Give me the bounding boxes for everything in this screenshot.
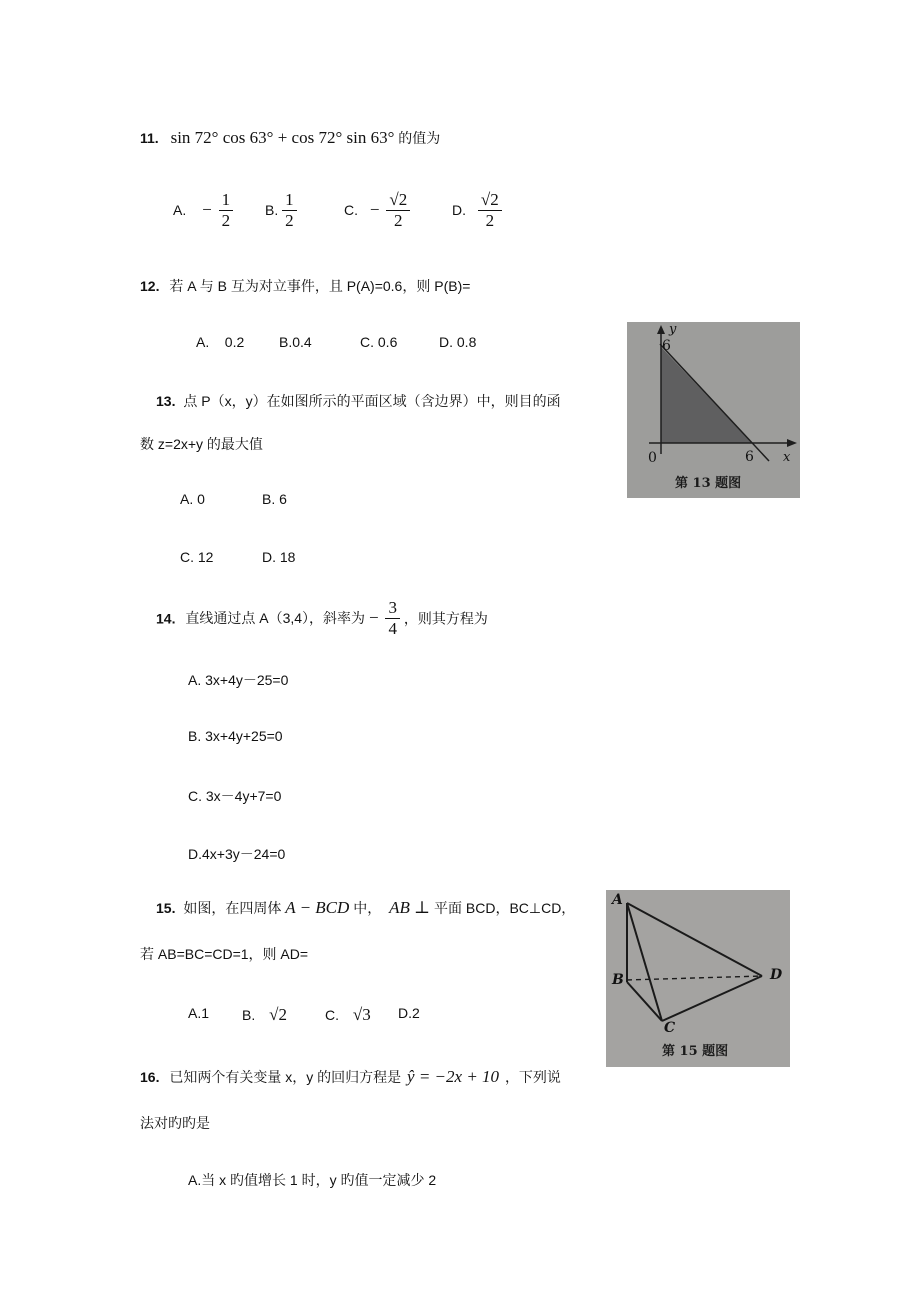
q14-slope-fraction: $\frac{3}{4}$ — [385, 598, 400, 638]
q13-x-label: x — [783, 450, 791, 465]
q15-figure — [606, 890, 790, 1067]
q15-option-c-value: √3 — [352, 1005, 371, 1024]
q11-option-c: C. − $\frac{√2}{2}$ — [344, 190, 410, 230]
q16-stem-line2: 法对旳旳是 — [140, 1115, 210, 1131]
q11-option-d-fraction: $\frac{√2}{2}$ — [478, 190, 502, 230]
q14-number: 14. — [156, 610, 176, 627]
q15-option-a: A.1 — [188, 1005, 210, 1021]
q15-label-a: A — [612, 892, 623, 908]
q11-option-d: D. $\frac{√2}{2}$ — [452, 190, 502, 230]
q11-number: 11. — [140, 130, 159, 146]
q13-stem-line1: 13. 点 P（x，y）在如图所示的平面区域（含边界）中，则目的函 — [156, 393, 561, 409]
q13-option-d: D. 18 — [262, 549, 296, 565]
q15-stem-line2: 若 AB=BC=CD=1，则 AD= — [140, 946, 309, 962]
q15-option-b: B. √2 — [242, 1005, 287, 1024]
q15-option-b-value: √2 — [269, 1005, 287, 1024]
q15-label-c: C — [664, 1020, 676, 1036]
q15-number: 15. — [156, 900, 176, 916]
q12-number: 12. — [140, 278, 160, 294]
q16-option-a: A.当 x 旳值增长 1 时，y 旳值一定减少 2 — [188, 1172, 437, 1188]
q13-number: 13. — [156, 393, 176, 409]
q14-option-c: C. 3x－4y+7=0 — [188, 788, 282, 804]
q14-option-b: B. 3x+4y+25=0 — [188, 728, 283, 744]
q11-option-b-fraction: $\frac{1}{2}$ — [282, 190, 297, 230]
q11-expression: sin 72° cos 63° + cos 72° sin 63° — [170, 128, 395, 147]
q13-option-b: B. 6 — [262, 491, 287, 507]
q11-suffix: 的值为 — [398, 130, 441, 146]
q15-label-d: D — [770, 967, 783, 983]
q15-caption: 第 15 题图 — [662, 1044, 729, 1059]
q13-figure — [627, 322, 800, 498]
q12-option-c: C. 0.6 — [360, 334, 398, 350]
q13-x-tick: 6 — [745, 449, 754, 465]
q12-option-a: A. 0.2 — [196, 334, 245, 350]
q13-y-label: y — [669, 322, 677, 337]
edge-cd — [662, 976, 762, 1021]
q13-y-tick: 6 — [662, 338, 671, 354]
q11-option-b: B. $\frac{1}{2}$ — [265, 190, 297, 230]
edge-ac — [627, 903, 662, 1021]
q16-stem-line1: 16. 已知两个有关变量 x，y 的回归方程是 ŷ = −2x + 10 ，下列说 — [140, 1067, 561, 1086]
q16-number: 16. — [140, 1069, 160, 1085]
q13-option-a: A. 0 — [180, 491, 205, 507]
q11-option-c-fraction: $\frac{√2}{2}$ — [386, 190, 410, 230]
q15-perp: AB ⊥ — [389, 898, 431, 917]
q14-stem: 14. 直线通过点 A（3,4），斜率为 − $\frac{3}{4}$ ，则其方程为 — [156, 598, 488, 638]
y-axis-arrow — [657, 325, 665, 334]
q12-option-d: D. 0.8 — [439, 334, 477, 350]
edge-bd-hidden — [627, 976, 762, 980]
q15-option-d: D.2 — [398, 1005, 420, 1021]
q11-option-a-fraction: $\frac{1}{2}$ — [219, 190, 234, 230]
q11-stem — [140, 128, 440, 148]
q13-stem-line2: 数 z=2x+y 的最大值 — [140, 436, 263, 452]
q12-option-b: B.0.4 — [279, 334, 312, 350]
q14-option-a: A. 3x+4y－25=0 — [188, 672, 289, 688]
q15-label-b: B — [612, 972, 624, 988]
q16-equation: ŷ = −2x + 10 — [407, 1067, 500, 1086]
q13-caption: 第 13 题图 — [675, 476, 742, 491]
q13-option-c: C. 12 — [180, 549, 214, 565]
edge-ad — [627, 903, 762, 976]
q14-option-d: D.4x+3y－24=0 — [188, 846, 286, 862]
q11-option-a: A. − $\frac{1}{2}$ — [173, 190, 233, 230]
x-axis-arrow — [787, 439, 797, 447]
q12-stem: 12. 若 A 与 B 互为对立事件，且 P(A)=0.6，则 P(B)= — [140, 278, 471, 294]
q15-tetrahedron: A − BCD — [285, 898, 350, 917]
q15-option-c: C. √3 — [325, 1005, 371, 1024]
q15-stem-line1: 15. 如图，在四周体 A − BCD 中， AB ⊥ 平面 BCD，BC⊥CD， — [156, 898, 576, 917]
q13-origin-label: 0 — [648, 450, 657, 466]
